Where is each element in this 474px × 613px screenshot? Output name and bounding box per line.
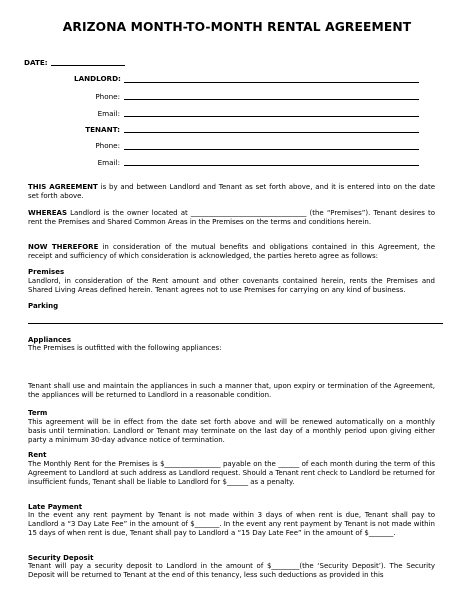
therefore-text: in consideration of the mutual benefits and obligations contained in this Agreement, the receipt and sufficiency of which consideration is acknowledged, the parties hereto agree as follows:	[28, 243, 435, 260]
appliances-maintenance-paragraph: Tenant shall use and maintain the appliances in such a manner that, upon expiry or termination of the Agreement, the appliances will be returned to Landlord in a reasonable condition.	[28, 382, 435, 399]
whereas-paragraph	[28, 209, 435, 227]
agreement-text: is by and between Landlord and Tenant as set forth above, and it is entered into on the date set forth above.	[28, 183, 436, 200]
landlord-email-label: Email:	[97, 109, 120, 118]
landlord-name-field[interactable]	[124, 82, 419, 83]
tenant-phone-label: Phone:	[95, 141, 120, 150]
term-paragraph: This agreement will be in effect from the date set forth above and will be renewed automatically on a monthly basis until termination. Landlord or Tenant may terminate on the last day of a monthly period upon giving either party a minimum 30-day advance notice of termination.	[28, 418, 435, 444]
therefore-lead: NOW THEREFORE	[28, 243, 99, 251]
premises-heading: Premises	[28, 268, 65, 276]
term-heading: Term	[28, 409, 48, 417]
tenant-label: TENANT:	[85, 125, 120, 134]
date-label: DATE:	[24, 58, 48, 67]
parking-rule	[28, 323, 443, 324]
tenant-email-field[interactable]	[124, 165, 419, 166]
parking-heading: Parking	[28, 302, 59, 310]
agreement-lead: THIS AGREEMENT	[28, 183, 98, 191]
tenant-email-label: Email:	[97, 158, 120, 167]
rent-paragraph: The Monthly Rent for the Premises is $________________ payable on the ______ of each month during the term of this Agreement to Landlord at such address as Landlord request. Should a Tenant rent check to Landlord be returned for insufficient funds, Tenant shall be liable to Landlord for $______ as a penalty.	[28, 460, 435, 486]
whereas-lead: WHEREAS	[28, 209, 67, 217]
late-payment-paragraph: In the event any rent payment by Tenant is not made within 3 days of when rent is due, Tenant shall pay to Landlord a “3 Day Late Fee” in the amount of $_______. In the event any rent payment by Tenant is not made within 15 days of when rent is due, Tenant shall pay to Landlord a “15 Day Late Fee” in the amount of $_______.	[28, 511, 435, 537]
late-payment-heading: Late Payment	[28, 503, 83, 511]
tenant-phone-field[interactable]	[124, 149, 419, 150]
landlord-label: LANDLORD:	[74, 74, 121, 83]
document-title: ARIZONA MONTH-TO-MONTH RENTAL AGREEMENT	[62, 20, 412, 34]
security-deposit-paragraph: Tenant will pay a security deposit to Landlord in the amount of $________(the ‘Security Deposit’). The Security Deposit will be returned to Tenant at the end of this tenancy, less such deductions as provided in this	[28, 562, 435, 579]
tenant-name-field[interactable]	[124, 132, 419, 133]
appliances-paragraph: The Premises is outfitted with the following appliances:	[28, 344, 222, 352]
appliances-heading: Appliances	[28, 336, 72, 344]
date-field[interactable]	[51, 65, 125, 66]
security-deposit-heading: Security Deposit	[28, 554, 94, 562]
therefore-paragraph	[28, 243, 435, 261]
landlord-phone-field[interactable]	[124, 99, 419, 100]
whereas-text: Landlord is the owner located at _________________________________ (the “Premises”). Tenant desires to rent the Premises and Shared Common Areas in the Premises on the terms and conditions herein.	[28, 209, 435, 226]
premises-paragraph: Landlord, in consideration of the Rent amount and other covenants contained herein, rents the Premises and Shared Living Areas defined herein. Tenant agrees not to use Premises for carrying on any kind of business.	[28, 277, 435, 294]
agreement-paragraph	[28, 183, 435, 201]
rent-heading: Rent	[28, 451, 47, 459]
landlord-phone-label: Phone:	[95, 92, 120, 101]
landlord-email-field[interactable]	[124, 116, 419, 117]
